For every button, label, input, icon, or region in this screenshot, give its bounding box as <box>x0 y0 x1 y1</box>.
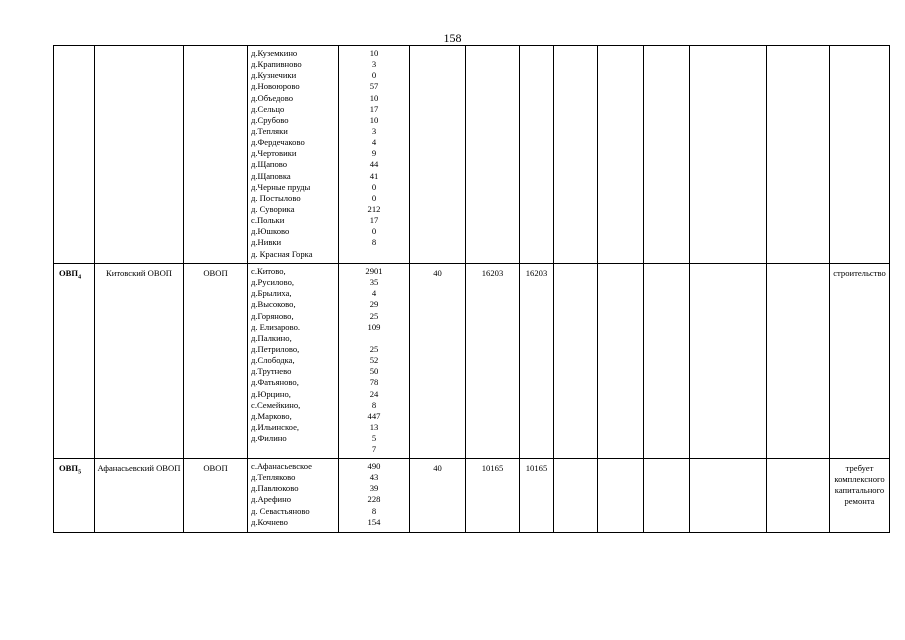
village-name: д.Фердечаково <box>251 137 305 148</box>
value-cell: 10165 <box>520 459 554 533</box>
facility-type-cell <box>184 46 248 264</box>
population-value: 50 <box>369 366 379 377</box>
facility-type-cell: ОВОП <box>184 459 248 533</box>
note-cell: строительство <box>830 264 890 459</box>
note-cell: требует комплексного капитального ремонта <box>830 459 890 533</box>
population-value: 3 <box>371 59 377 70</box>
village-name: с.Польки <box>251 215 285 226</box>
population-value: 10 <box>369 48 379 58</box>
empty-cell <box>554 46 598 264</box>
population-value: 43 <box>369 472 379 483</box>
population-value: 447 <box>367 410 381 421</box>
village-name: д.Объедово <box>251 92 293 103</box>
value-cell: 10165 <box>466 459 520 533</box>
table-row <box>54 459 890 533</box>
population-value: 0 <box>371 226 377 237</box>
village-name: д. Суворика <box>251 203 295 214</box>
population-value: 57 <box>369 81 379 92</box>
village-name: д.Высоково, <box>251 299 296 310</box>
population-value: 17 <box>369 215 379 226</box>
population-value: 29 <box>369 299 379 310</box>
village-name: д.Русилово, <box>251 277 295 288</box>
facility-name-cell: Китовский ОВОП <box>95 264 184 459</box>
population-value: 4 <box>371 137 377 148</box>
village-name: д.Марково, <box>251 410 292 421</box>
population-value: 0 <box>371 192 377 203</box>
population-value: 39 <box>369 483 379 494</box>
village-name: д.Брылиха, <box>251 288 292 299</box>
capacity-cell <box>410 46 466 264</box>
population-value: 7 <box>371 444 377 455</box>
villages-cell <box>248 46 339 264</box>
village-name: д.Ильинское, <box>251 421 300 432</box>
village-name: д.Срубово <box>251 114 289 125</box>
population-cell <box>339 459 410 533</box>
village-name: д.Щаповка <box>251 170 291 181</box>
empty-cell <box>644 459 690 533</box>
population-cell <box>339 264 410 459</box>
village-name: д. Севастьяново <box>251 505 310 516</box>
village-name: с.Афанасьевское <box>251 461 312 471</box>
village-name: д.Нивки <box>251 237 282 248</box>
village-name: д.Горяново, <box>251 310 294 321</box>
facility-name-cell: Афанасьевский ОВОП <box>95 459 184 533</box>
population-value: 109 <box>367 321 381 332</box>
village-name: д.Сельцо <box>251 103 285 114</box>
population-value: 52 <box>369 355 379 366</box>
empty-cell <box>598 459 644 533</box>
village-name: д.Чертовики <box>251 148 297 159</box>
page-number: 158 <box>443 31 462 45</box>
facilities-table <box>53 45 890 533</box>
value-cell: 16203 <box>520 264 554 459</box>
population-value: 228 <box>367 494 381 505</box>
facility-type-cell: ОВОП <box>184 264 248 459</box>
village-name: д.Крапивново <box>251 59 302 70</box>
population-value: 212 <box>367 203 381 214</box>
population-value: 78 <box>369 377 379 388</box>
empty-cell <box>690 459 767 533</box>
empty-cell <box>767 459 830 533</box>
village-name: с.Китово, <box>251 266 286 276</box>
population-value: 25 <box>369 343 379 354</box>
village-name: с.Семейкино, <box>251 399 301 410</box>
village-name: д.Слободка, <box>251 355 295 366</box>
villages-cell <box>248 459 339 533</box>
population-value: 9 <box>371 148 377 159</box>
population-value <box>339 333 409 344</box>
village-name: д. Красная Горка <box>251 248 313 259</box>
population-value: 8 <box>371 505 377 516</box>
population-value: 25 <box>369 310 379 321</box>
empty-cell <box>644 46 690 264</box>
village-name: д.Черные пруды <box>251 181 311 192</box>
population-value <box>339 249 409 260</box>
empty-cell <box>690 264 767 459</box>
village-name: д.Куземкино <box>251 48 298 58</box>
empty-cell <box>767 264 830 459</box>
population-value: 10 <box>369 114 379 125</box>
population-value: 5 <box>371 433 377 444</box>
empty-cell <box>554 459 598 533</box>
villages-cell <box>248 264 339 459</box>
village-name: д.Юшково <box>251 226 290 237</box>
population-value: 0 <box>371 70 377 81</box>
facility-code-cell <box>54 46 95 264</box>
village-name: д.Палкино, <box>251 332 292 343</box>
population-value: 0 <box>371 181 377 192</box>
empty-cell <box>598 46 644 264</box>
population-value: 10 <box>369 92 379 103</box>
population-value: 8 <box>371 399 377 410</box>
population-value: 4 <box>371 288 377 299</box>
population-value: 17 <box>369 103 379 114</box>
capacity-cell: 40 <box>410 459 466 533</box>
village-name: д.Петрилово, <box>251 343 300 354</box>
village-name: д.Кузнечики <box>251 70 297 81</box>
empty-cell <box>690 46 767 264</box>
village-name: д.Филино <box>251 433 287 444</box>
population-value: 35 <box>369 277 379 288</box>
empty-cell <box>644 264 690 459</box>
population-value: 154 <box>367 516 381 527</box>
population-value: 13 <box>369 421 379 432</box>
facility-code-cell: $ОВП_5$ <box>54 459 95 533</box>
population-value: 44 <box>369 159 379 170</box>
value-cell <box>520 46 554 264</box>
village-name: д.Трутнево <box>251 366 292 377</box>
village-name: д.Тепляки <box>251 125 288 136</box>
village-name: д.Юрцино, <box>251 388 291 399</box>
facility-code-cell: $ОВП_4$ <box>54 264 95 459</box>
table-row <box>54 264 890 459</box>
value-cell <box>466 46 520 264</box>
village-name: д.Тепляково <box>251 472 296 483</box>
note-cell <box>830 46 890 264</box>
village-name: д. Постылово <box>251 192 301 203</box>
empty-cell <box>554 264 598 459</box>
village-name: д.Павлюково <box>251 483 299 494</box>
village-name: д. Елизарово. <box>251 321 301 332</box>
table-row <box>54 46 890 264</box>
population-value: 41 <box>369 170 379 181</box>
population-value: 24 <box>369 388 379 399</box>
village-name: д.Новоюрово <box>251 81 300 92</box>
population-value: 8 <box>371 237 377 248</box>
population-value: 3 <box>371 125 377 136</box>
population-value: 490 <box>367 461 381 471</box>
village-name: д.Фатьяново, <box>251 377 299 388</box>
village-name: д.Кочнево <box>251 516 288 527</box>
village-name: д.Щапово <box>251 159 288 170</box>
population-cell <box>339 46 410 264</box>
value-cell: 16203 <box>466 264 520 459</box>
capacity-cell: 40 <box>410 264 466 459</box>
empty-cell <box>598 264 644 459</box>
village-name: д.Арефино <box>251 494 292 505</box>
facility-name-cell <box>95 46 184 264</box>
population-value: 2901 <box>365 266 383 276</box>
village-name <box>251 444 338 455</box>
empty-cell <box>767 46 830 264</box>
